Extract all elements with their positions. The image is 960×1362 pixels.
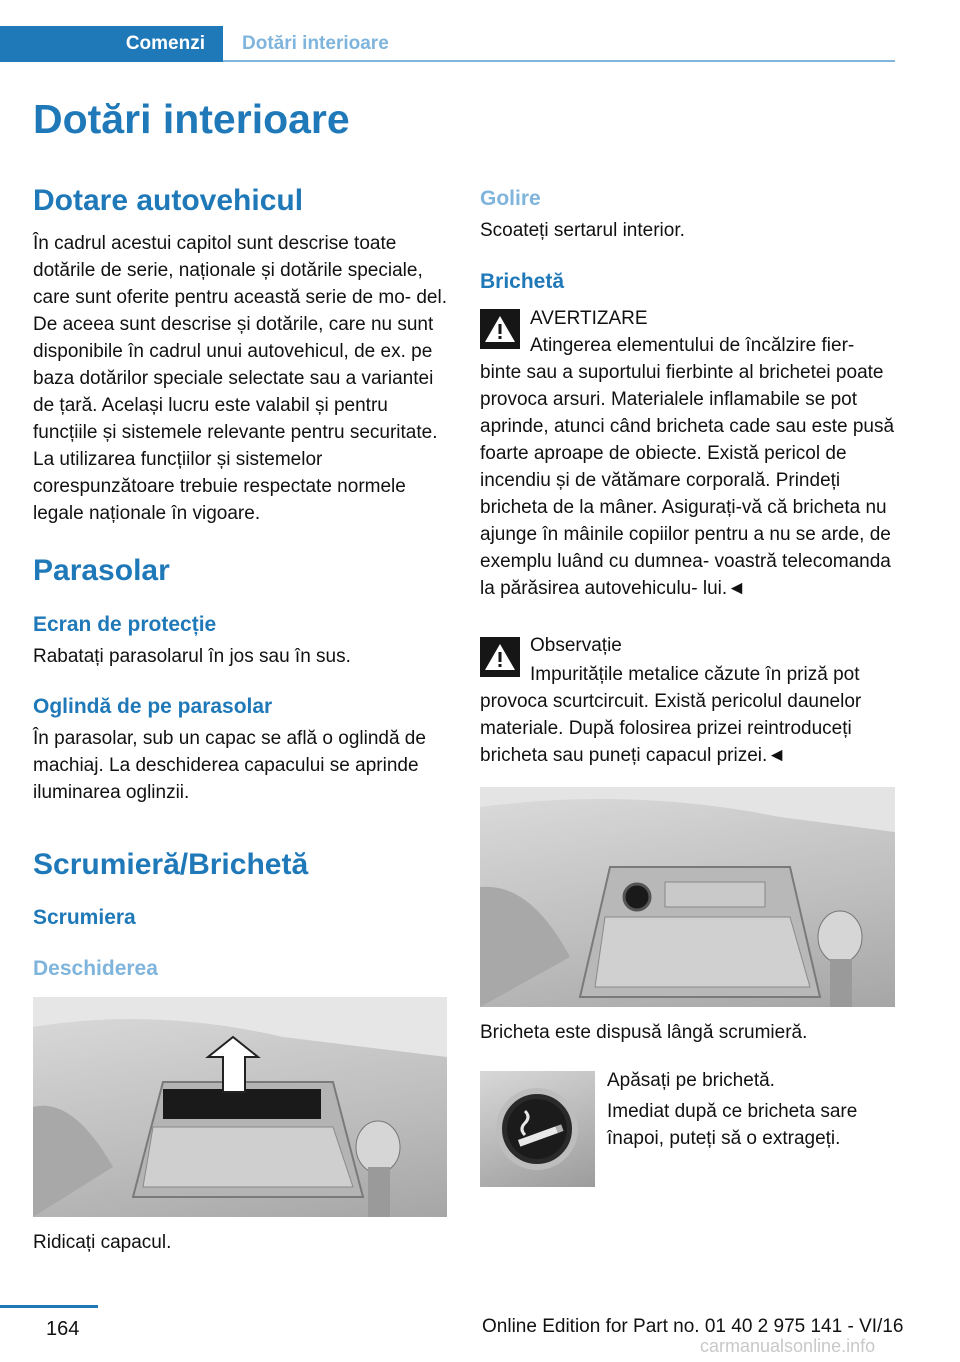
note-label: Observație	[530, 635, 622, 656]
golire-paragraph: Scoateți sertarul interior.	[480, 220, 685, 241]
lighter-location-photo	[480, 787, 895, 1007]
oglinda-paragraph: În parasolar, sub un capac se află o oglindă de machiaj. La deschiderea capacului se aprinde iluminarea oglinzii.	[33, 728, 426, 803]
press-lighter-text: Apăsați pe brichetă.	[607, 1070, 775, 1091]
lighter-caption: Bricheta este dispusă lângă scrumieră.	[480, 1022, 808, 1043]
watermark: carmanualsonline.info	[700, 1336, 876, 1356]
section-heading-parasolar: Parasolar	[33, 554, 170, 587]
subheading-bricheta: Brichetă	[480, 270, 565, 293]
extract-lighter-text: Imediat după ce bricheta sare înapoi, puteți să o extrageți.	[607, 1101, 858, 1149]
page-title: Dotări interioare	[33, 96, 350, 142]
cigarette-lighter-icon	[480, 1071, 595, 1187]
note-block	[480, 661, 900, 769]
subheading-ecran: Ecran de protecție	[33, 613, 217, 636]
warning-label: AVERTIZARE	[530, 308, 648, 329]
warning-block	[480, 332, 900, 602]
tab-comenzi[interactable]: Comenzi	[0, 26, 223, 62]
ashtray-open-illustration	[33, 997, 447, 1217]
subheading-golire: Golire	[480, 187, 541, 210]
header-rule	[223, 60, 895, 62]
note-text: Impuritățile metalice căzute în priză pot provoca scurtcircuit. Există pericolul daunelor materiale. După folosirea prizei reintroduceți bricheta sau puneți capacul prizei.◄	[480, 664, 862, 766]
ashtray-open-photo	[33, 997, 447, 1217]
edition-text: Online Edition for Part no. 01 40 2 975 141 - VI/16	[482, 1316, 904, 1337]
page-number: 164	[46, 1318, 80, 1340]
tab-dotari-interioare[interactable]: Dotări interioare	[242, 33, 389, 54]
dotare-paragraph: În cadrul acestui capitol sunt descrise toate dotările de serie, naționale și dotările speciale, care sunt oferite pentru această serie de mo‐ del. De aceea sunt descrise și dotările, care nu sunt disponibile în cadrul unui autovehicul, de ex. pe baza dotărilor speciale selectate sau a variantei de țară. Același lucru este valabil și pentru funcțiile și sistemele relevante pentru securitate. La utilizarea funcțiilor și sistemelor corespunzătoare trebuie respectate normele legale naționale în vigoare.	[33, 233, 448, 524]
subheading-scrumiera: Scrumiera	[33, 906, 136, 929]
subheading-oglinda: Oglindă de pe parasolar	[33, 695, 273, 718]
ashtray-caption: Ridicați capacul.	[33, 1232, 172, 1253]
footer-rule	[0, 1305, 98, 1308]
ecran-paragraph: Rabatați parasolarul în jos sau în sus.	[33, 646, 351, 667]
lighter-location-illustration	[480, 787, 895, 1007]
section-heading-scrumiera: Scrumieră/Brichetă	[33, 848, 309, 881]
section-heading-dotare: Dotare autovehicul	[33, 184, 304, 217]
lighter-button-photo	[480, 1071, 595, 1187]
warning-text: Atingerea elementului de încălzire fier‐ binte sau a suportului fierbinte al brichetei poate provoca arsuri. Materialele inflamabile se pot aprinde, atunci când bricheta cade sau este pusă foarte aproape de obiecte. Există pericol de incendiu și de vătămare corporală. Prindeți bricheta de la mâner. Asigurați-vă că bricheta nu ajunge în mâinile copiilor pentru a nu se arde, de exemplu luând cu dumnea‐ voastră telecomanda la părăsirea autovehiculu‐ lui.◄	[480, 335, 895, 599]
subheading-deschiderea: Deschiderea	[33, 957, 158, 980]
